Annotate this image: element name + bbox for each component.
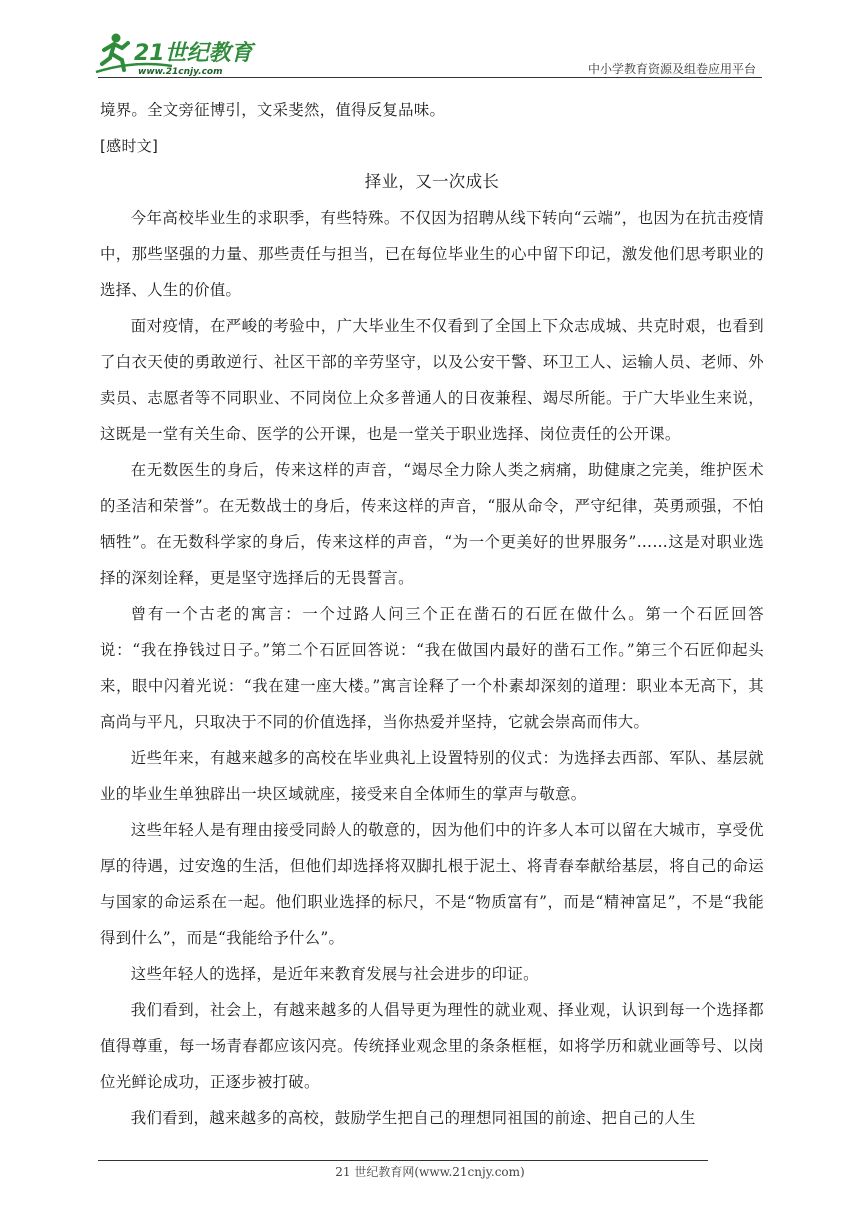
logo-url: www.21cnjy.com bbox=[138, 67, 223, 77]
paragraph: 在无数医生的身后，传来这样的声音，“竭尽全力除人类之病痛，助健康之完美，维护医术的圣洁和荣誉”。在无数战士的身后，传来这样的声音，“服从命令，严守纪律，英勇顽强，不怕牺牲”。在无数科学家的身后，传来这样的声音，“为一个更美好的世界服务”……这是对职业选择的深刻诠释，更是坚守选择后的无畏誓言。 bbox=[100, 461, 764, 587]
lead-line: 境界。全文旁征博引，文采斐然，值得反复品味。 bbox=[100, 101, 446, 119]
footer-divider bbox=[98, 1160, 708, 1161]
paragraph: 曾有一个古老的寓言：一个过路人问三个正在凿石的石匠在做什么。第一个石匠回答说：“我在挣钱过日子。”第二个石匠回答说：“我在做国内最好的凿石工作。”第三个石匠仰起头来，眼中闪着光说：“我在建一座大楼。”寓言诠释了一个朴素却深刻的道理：职业本无高下，其高尚与平凡，只取决于不同的价值选择，当你热爱并坚持，它就会崇高而伟大。 bbox=[100, 605, 764, 731]
paragraph: 近些年来，有越来越多的高校在毕业典礼上设置特别的仪式：为选择去西部、军队、基层就业的毕业生单独辟出一块区域就座，接受来自全体师生的掌声与敬意。 bbox=[100, 749, 764, 803]
section-tag: [感时文] bbox=[100, 137, 159, 155]
runner-icon bbox=[94, 30, 264, 78]
paragraph: 面对疫情，在严峻的考验中，广大毕业生不仅看到了全国上下众志成城、共克时艰，也看到了白衣天使的勇敢逆行、社区干部的辛劳坚守，以及公安干警、环卫工人、运输人员、老师、外卖员、志愿者等不同职业、不同岗位上众多普通人的日夜兼程、竭尽所能。于广大毕业生来说，这既是一堂有关生命、医学的公开课，也是一堂关于职业选择、岗位责任的公开课。 bbox=[100, 317, 764, 443]
paragraph: 这些年轻人的选择，是近年来教育发展与社会进步的印证。 bbox=[130, 965, 539, 983]
site-logo[interactable] bbox=[94, 30, 264, 78]
platform-name: 中小学教育资源及组卷应用平台 bbox=[587, 62, 756, 76]
paragraph: 今年高校毕业生的求职季，有些特殊。不仅因为招聘从线下转向“云端”，也因为在抗击疫情中，那些坚强的力量、那些责任与担当，已在每位毕业生的心中留下印记，激发他们思考职业的选择、人生的价值。 bbox=[100, 209, 764, 299]
logo-text: 21世纪教育 bbox=[134, 41, 253, 66]
paragraph: 这些年轻人是有理由接受同龄人的敬意的，因为他们中的许多人本可以留在大城市，享受优厚的待遇，过安逸的生活，但他们却选择将双脚扎根于泥土、将青春奉献给基层，将自己的命运与国家的命运系在一起。他们职业选择的标尺，不是“物质富有”，而是“精神富足”，不是“我能得到什么”，而是“我能给予什么”。 bbox=[100, 821, 764, 947]
header-divider bbox=[98, 77, 762, 78]
page-footer[interactable]: 21 世纪教育网(www.21cnjy.com) bbox=[335, 1165, 525, 1179]
paragraph: 我们看到，越来越多的高校，鼓励学生把自己的理想同祖国的前途、把自己的人生 bbox=[130, 1109, 696, 1127]
paragraph: 我们看到，社会上，有越来越多的人倡导更为理性的就业观、择业观，认识到每一个选择都值得尊重，每一场青春都应该闪亮。传统择业观念里的条条框框，如将学历和就业画等号、以岗位光鲜论成功，正逐步被打破。 bbox=[100, 1001, 764, 1091]
document-body bbox=[100, 92, 764, 1136]
article-title: 择业，又一次成长 bbox=[364, 172, 500, 191]
page-header bbox=[0, 0, 860, 80]
